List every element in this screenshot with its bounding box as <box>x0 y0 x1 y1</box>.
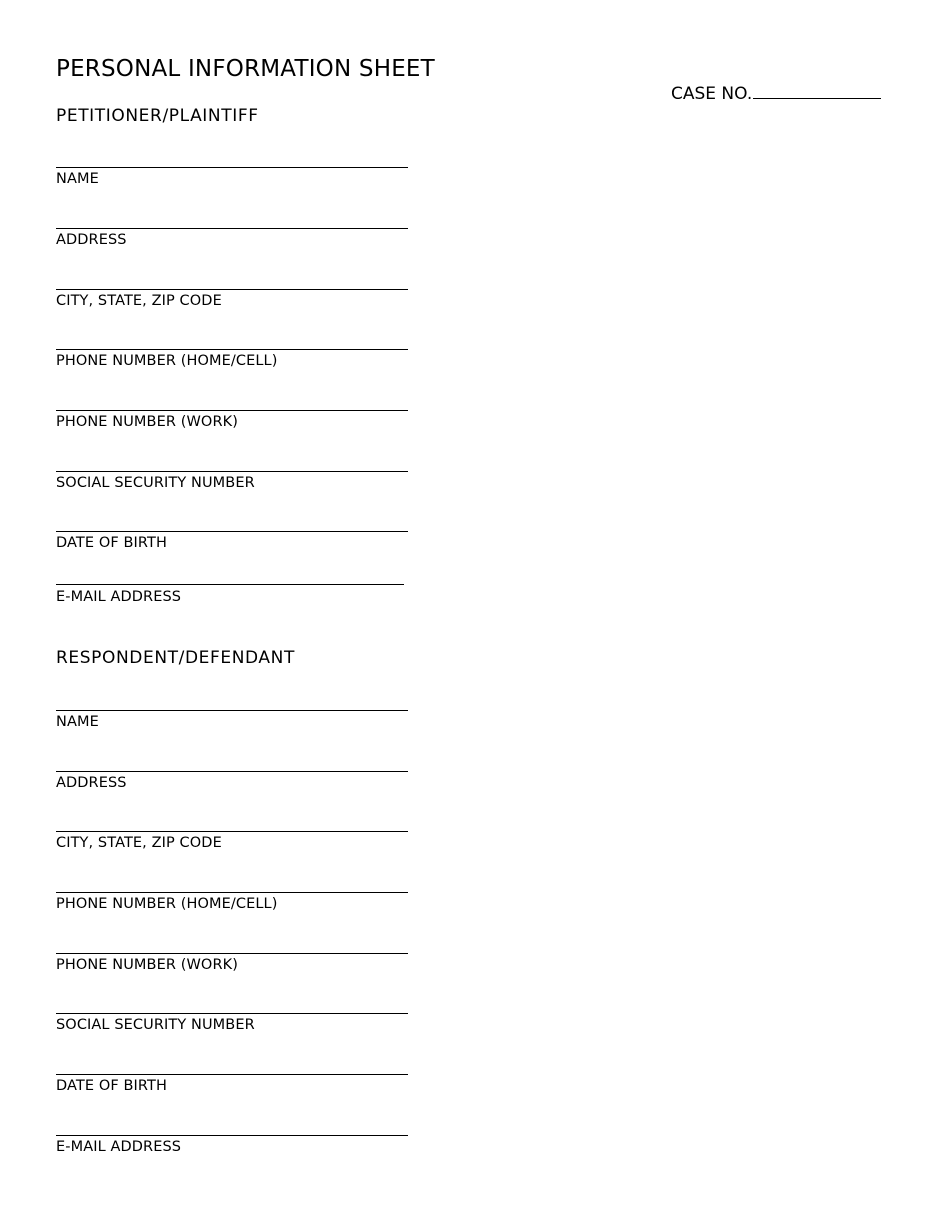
petitioner-phone-work-label: PHONE NUMBER (WORK) <box>56 414 238 430</box>
petitioner-address-field[interactable] <box>56 228 408 248</box>
case-number <box>671 84 881 104</box>
petitioner-name-label: NAME <box>56 171 99 187</box>
petitioner-name-field[interactable] <box>56 167 408 187</box>
petitioner-city-state-zip-input-line[interactable] <box>56 289 408 290</box>
respondent-phone-home-label: PHONE NUMBER (HOME/CELL) <box>56 896 278 912</box>
respondent-name-field[interactable] <box>56 710 408 730</box>
respondent-name-label: NAME <box>56 714 99 730</box>
case-number-label: CASE NO. <box>671 84 753 104</box>
respondent-phone-home-input-line[interactable] <box>56 892 408 893</box>
petitioner-dob-input-line[interactable] <box>56 531 408 532</box>
respondent-phone-home-field[interactable] <box>56 892 408 912</box>
respondent-name-input-line[interactable] <box>56 710 408 711</box>
petitioner-phone-home-label: PHONE NUMBER (HOME/CELL) <box>56 353 278 369</box>
petitioner-ssn-field[interactable] <box>56 471 408 491</box>
petitioner-phone-home-input-line[interactable] <box>56 349 408 350</box>
petitioner-email-label: E-MAIL ADDRESS <box>56 589 182 605</box>
petitioner-email-field[interactable] <box>56 584 404 605</box>
respondent-email-input-line[interactable] <box>56 1135 408 1136</box>
respondent-address-field[interactable] <box>56 771 408 791</box>
case-number-input-line[interactable] <box>753 84 881 99</box>
respondent-phone-work-input-line[interactable] <box>56 953 408 954</box>
petitioner-name-input-line[interactable] <box>56 167 408 168</box>
petitioner-phone-work-input-line[interactable] <box>56 410 408 411</box>
respondent-city-state-zip-field[interactable] <box>56 831 408 851</box>
respondent-ssn-field[interactable] <box>56 1013 408 1033</box>
respondent-phone-work-field[interactable] <box>56 953 408 973</box>
respondent-city-state-zip-input-line[interactable] <box>56 831 408 832</box>
respondent-heading: RESPONDENT/DEFENDANT <box>56 648 295 668</box>
respondent-dob-field[interactable] <box>56 1074 408 1094</box>
petitioner-ssn-label: SOCIAL SECURITY NUMBER <box>56 475 255 491</box>
respondent-dob-input-line[interactable] <box>56 1074 408 1075</box>
respondent-ssn-label: SOCIAL SECURITY NUMBER <box>56 1017 255 1033</box>
petitioner-ssn-input-line[interactable] <box>56 471 408 472</box>
petitioner-phone-home-field[interactable] <box>56 349 408 369</box>
petitioner-address-input-line[interactable] <box>56 228 408 229</box>
respondent-email-field[interactable] <box>56 1135 408 1155</box>
respondent-city-state-zip-label: CITY, STATE, ZIP CODE <box>56 835 222 851</box>
petitioner-phone-work-field[interactable] <box>56 410 408 430</box>
document-title: PERSONAL INFORMATION SHEET <box>56 56 435 82</box>
respondent-address-input-line[interactable] <box>56 771 408 772</box>
respondent-address-label: ADDRESS <box>56 775 127 791</box>
petitioner-dob-field[interactable] <box>56 531 408 551</box>
respondent-ssn-input-line[interactable] <box>56 1013 408 1014</box>
petitioner-heading: PETITIONER/PLAINTIFF <box>56 106 259 126</box>
respondent-email-label: E-MAIL ADDRESS <box>56 1139 182 1155</box>
petitioner-city-state-zip-label: CITY, STATE, ZIP CODE <box>56 293 222 309</box>
respondent-dob-label: DATE OF BIRTH <box>56 1078 167 1094</box>
petitioner-address-label: ADDRESS <box>56 232 127 248</box>
petitioner-dob-label: DATE OF BIRTH <box>56 535 167 551</box>
respondent-phone-work-label: PHONE NUMBER (WORK) <box>56 957 238 973</box>
petitioner-city-state-zip-field[interactable] <box>56 289 408 309</box>
petitioner-email-input-line[interactable] <box>56 584 404 585</box>
